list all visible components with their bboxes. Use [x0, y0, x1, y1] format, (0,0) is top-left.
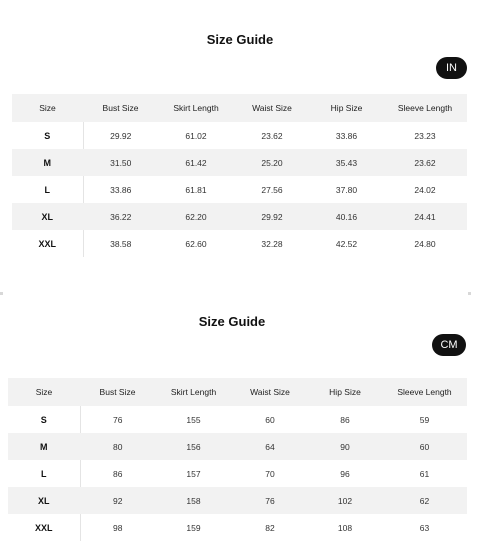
bust-cell: 98 [113, 522, 123, 533]
table-header-row [8, 378, 467, 406]
table-row [12, 122, 467, 149]
bust-cell: 31.50 [110, 157, 132, 168]
skirt-cell: 61.02 [185, 130, 207, 141]
sleeve-cell: 24.80 [414, 238, 436, 249]
bust-cell: 38.58 [110, 238, 132, 249]
column-header-sleeve: Sleeve Length [397, 387, 452, 397]
sleeve-cell: 59 [419, 414, 430, 425]
table-header-row [12, 94, 467, 122]
waist-cell: 27.56 [261, 184, 283, 195]
hip-cell: 35.43 [335, 157, 358, 168]
waist-cell: 64 [265, 441, 275, 452]
skirt-cell: 158 [186, 495, 201, 506]
table-row [8, 433, 467, 460]
column-header-bust: Bust Size [102, 103, 139, 113]
sleeve-cell: 23.23 [414, 130, 436, 141]
column-header-skirt: Skirt Length [173, 103, 219, 113]
size-cell: S [12, 122, 83, 149]
waist-cell: 60 [265, 414, 275, 425]
size-cell: L [8, 460, 80, 487]
skirt-cell: 61.81 [185, 184, 207, 195]
sleeve-cell: 24.02 [414, 184, 436, 195]
size-cell: XXL [8, 514, 80, 541]
waist-cell: 23.62 [261, 130, 283, 141]
sleeve-cell: 62 [419, 495, 430, 506]
hip-cell: 40.16 [335, 211, 358, 222]
hip-cell: 86 [340, 414, 350, 425]
bust-cell: 80 [113, 441, 123, 452]
size-cell: XXL [12, 230, 83, 257]
column-header-waist: Waist Size [252, 103, 292, 113]
size-cell: M [12, 149, 83, 176]
size-cell: XL [12, 203, 83, 230]
table-row [12, 203, 467, 230]
table-row [12, 176, 467, 203]
table-row [12, 149, 467, 176]
hip-cell: 108 [337, 522, 353, 533]
waist-cell: 76 [265, 495, 275, 506]
table-row [8, 460, 467, 487]
column-header-hip: Hip Size [330, 103, 363, 113]
hip-cell: 42.52 [335, 238, 358, 249]
sleeve-cell: 61 [419, 468, 430, 479]
sleeve-cell: 23.62 [414, 157, 436, 168]
column-header-skirt: Skirt Length [170, 387, 217, 397]
hip-cell: 96 [340, 468, 350, 479]
size-cell: M [8, 433, 80, 460]
waist-cell: 32.28 [261, 238, 283, 249]
table-row [8, 514, 467, 541]
hip-cell: 90 [340, 441, 350, 452]
column-header-sleeve: Sleeve Length [397, 103, 453, 113]
bust-cell: 33.86 [110, 184, 132, 195]
waist-cell: 70 [265, 468, 275, 479]
size-cell: XL [8, 487, 80, 514]
skirt-cell: 159 [186, 522, 201, 533]
column-header-size: Size [35, 387, 53, 397]
hip-cell: 37.80 [335, 184, 358, 195]
skirt-cell: 155 [186, 414, 201, 425]
waist-cell: 25.20 [261, 157, 283, 168]
unit-toggle-in[interactable]: IN [436, 57, 467, 79]
bust-cell: 36.22 [110, 211, 132, 222]
table-row [8, 487, 467, 514]
column-header-size: Size [39, 103, 56, 113]
column-header-waist: Waist Size [250, 387, 290, 397]
skirt-cell: 157 [186, 468, 201, 479]
bust-cell: 92 [113, 495, 123, 506]
size-cell: S [8, 406, 80, 433]
edge-mark [0, 292, 3, 295]
column-header-bust: Bust Size [99, 387, 136, 397]
table-row [8, 406, 467, 433]
unit-toggle-cm[interactable]: CM [432, 334, 466, 356]
edge-mark [468, 292, 471, 295]
sleeve-cell: 63 [419, 522, 430, 533]
skirt-cell: 62.20 [185, 211, 207, 222]
size-guide-title-in: Size Guide [206, 32, 274, 47]
sleeve-cell: 60 [419, 441, 430, 452]
column-header-hip: Hip Size [329, 387, 361, 397]
sleeve-cell: 24.41 [414, 211, 436, 222]
size-cell: L [12, 176, 83, 203]
bust-cell: 29.92 [110, 130, 132, 141]
skirt-cell: 156 [186, 441, 201, 452]
skirt-cell: 62.60 [185, 238, 207, 249]
hip-cell: 33.86 [335, 130, 358, 141]
size-guide-title-cm: Size Guide [198, 314, 266, 329]
size-table-cm [8, 378, 467, 541]
table-row [12, 230, 467, 257]
skirt-cell: 61.42 [185, 157, 207, 168]
waist-cell: 29.92 [261, 211, 283, 222]
bust-cell: 76 [113, 414, 123, 425]
bust-cell: 86 [113, 468, 123, 479]
hip-cell: 102 [337, 495, 353, 506]
waist-cell: 82 [265, 522, 275, 533]
size-table-in [12, 94, 467, 257]
